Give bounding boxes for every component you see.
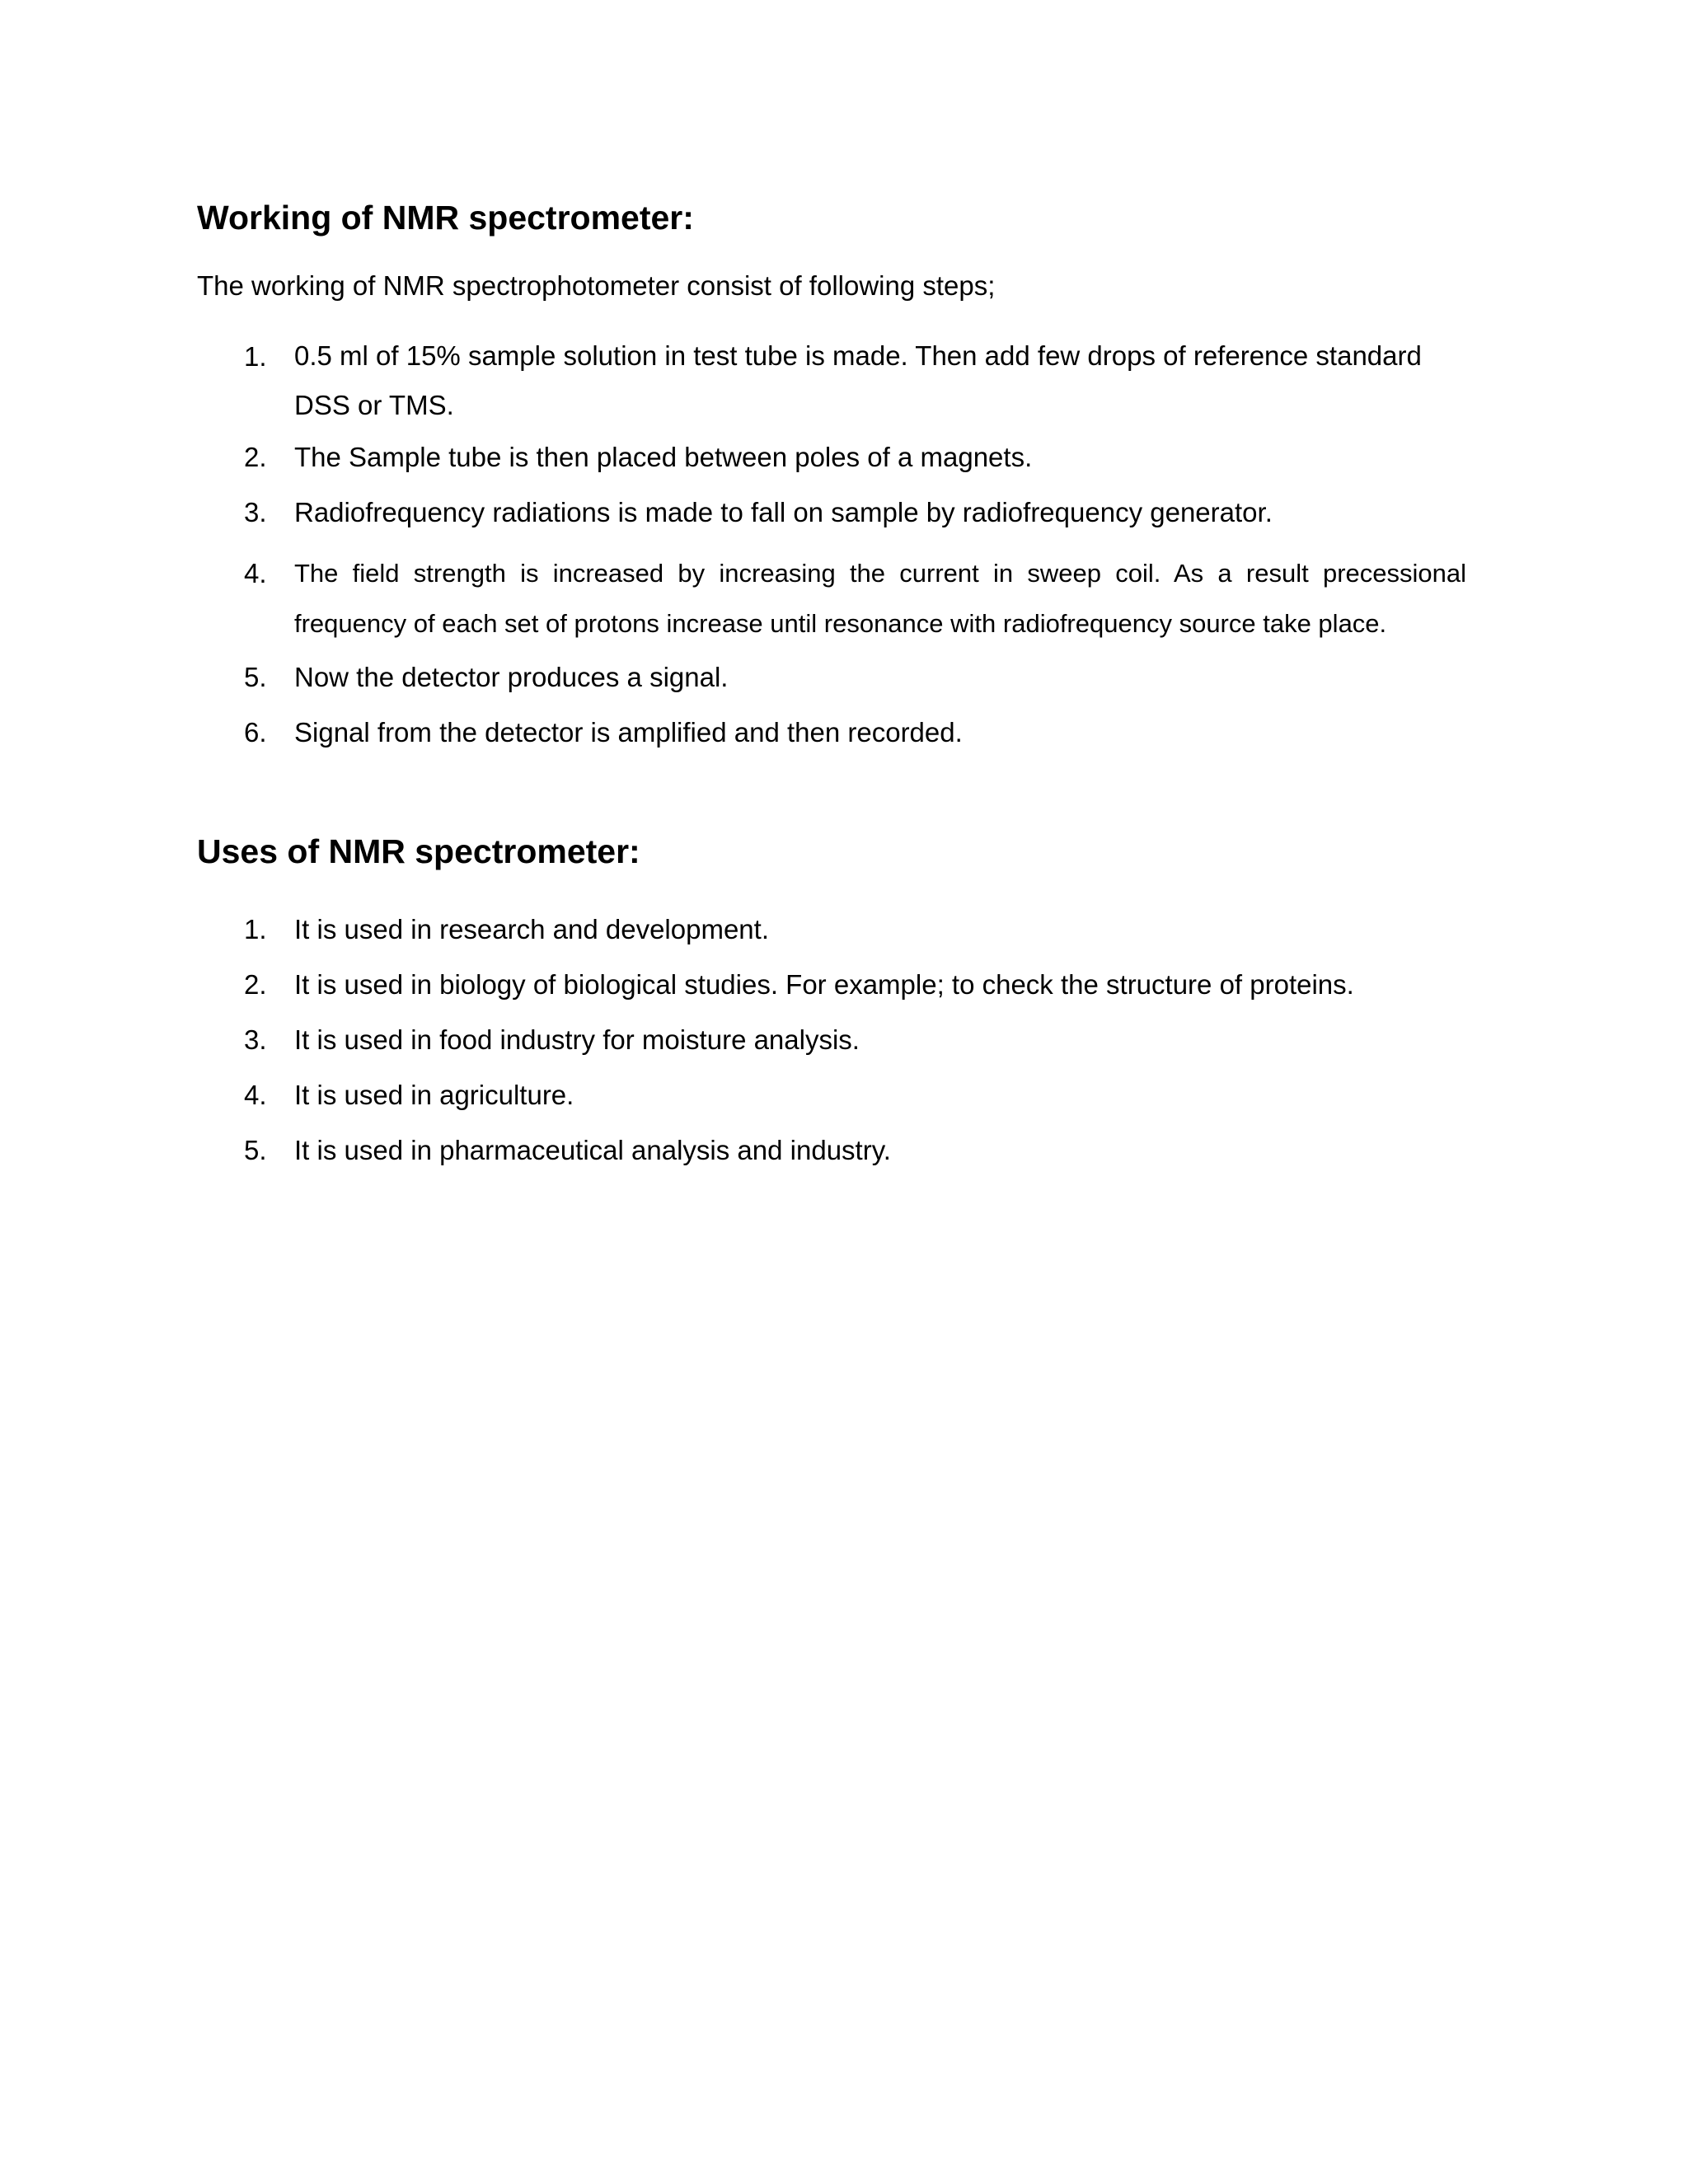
list-item-number: 2. — [244, 442, 267, 472]
list-item-text: It is used in research and development. — [294, 914, 770, 944]
list-item-text: Now the detector produces a signal. — [294, 662, 729, 692]
list-item-text: The Sample tube is then placed between poles of a magnets. — [294, 442, 1033, 472]
section-intro: The working of NMR spectrophotometer consist of following steps; — [197, 270, 996, 301]
list-item-number: 4. — [244, 1080, 267, 1110]
section-heading-working: Working of NMR spectrometer: — [197, 199, 694, 237]
list-item-text: It is used in pharmaceutical analysis and industry. — [294, 1135, 891, 1165]
section-heading-uses: Uses of NMR spectrometer: — [197, 832, 640, 870]
list-item-text: The field strength is increased by increasing the current in sweep coil. As a result precessional frequency of each set of protons increase until resonance with radiofrequency source take place. — [294, 559, 1466, 638]
list-item-number: 1. — [244, 341, 267, 372]
list-item-number: 2. — [244, 969, 267, 1000]
list-item-number: 1. — [244, 914, 267, 944]
list-item-number: 6. — [244, 717, 267, 748]
list-item-text: It is used in food industry for moisture analysis. — [294, 1024, 860, 1055]
list-item-number: 4. — [244, 558, 267, 588]
list-item-number: 3. — [244, 1024, 267, 1055]
list-item-number: 3. — [244, 497, 267, 527]
list-item-text: Signal from the detector is amplified and then recorded. — [294, 717, 963, 748]
list-item-text: 0.5 ml of 15% sample solution in test tube is made. Then add few drops of reference standard DSS or TMS. — [294, 340, 1422, 420]
list-item-text: Radiofrequency radiations is made to fall on sample by radiofrequency generator. — [294, 497, 1273, 527]
list-item-text: It is used in agriculture. — [294, 1080, 574, 1110]
list-item-text: It is used in biology of biological studies. For example; to check the structure of proteins. — [294, 969, 1354, 1000]
list-item-number: 5. — [244, 1135, 267, 1165]
list-item-number: 5. — [244, 662, 267, 692]
